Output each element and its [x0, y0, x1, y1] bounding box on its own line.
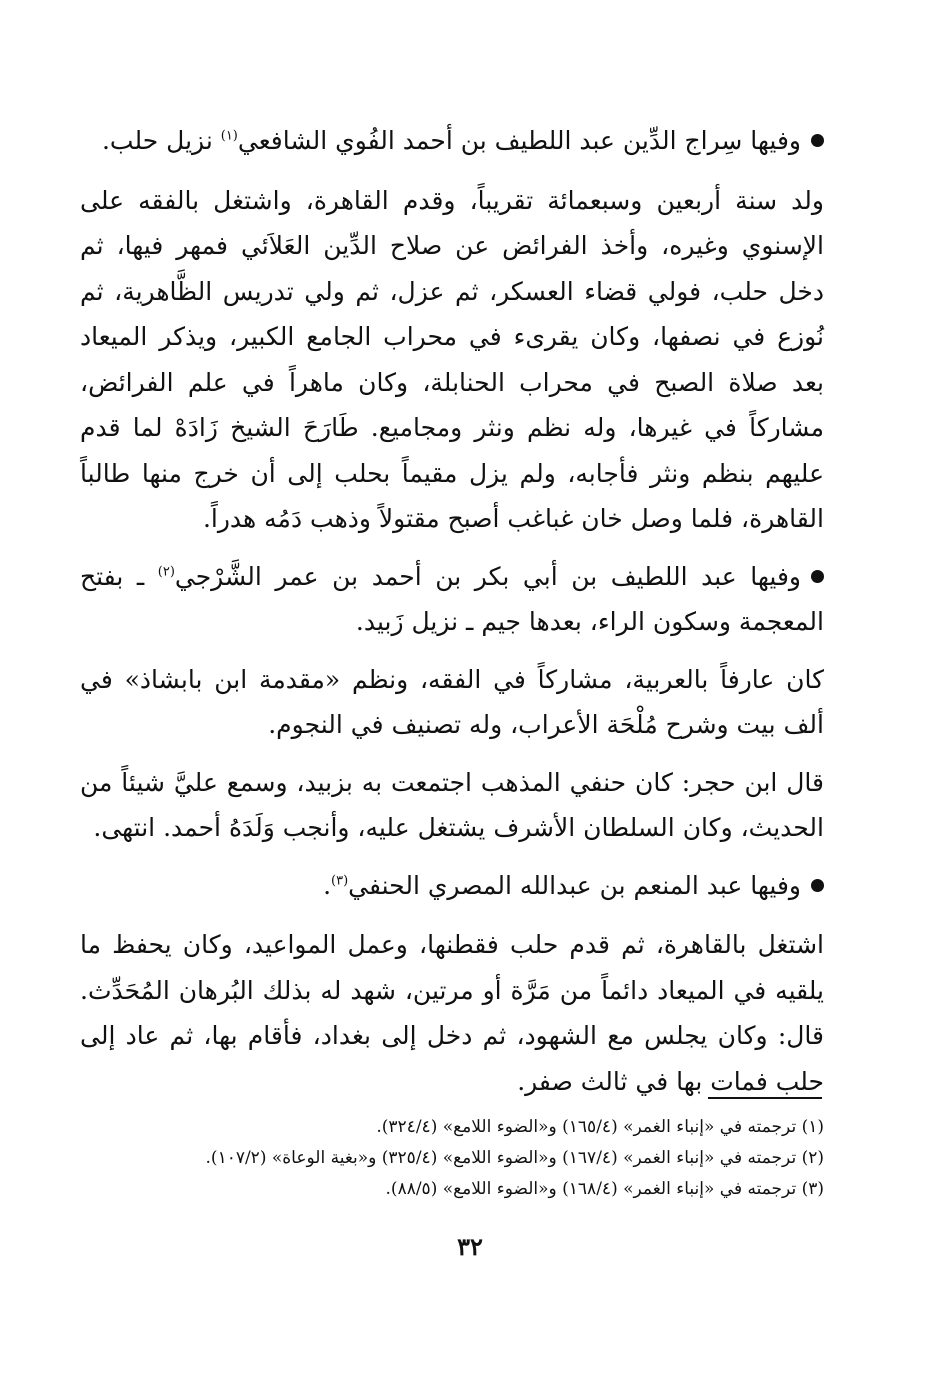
bullet-icon: [811, 570, 824, 583]
footnotes: [80, 1112, 824, 1205]
entry-paragraph: كان عارفاً بالعربية، مشاركاً في الفقه، ونظم «مقدمة ابن بابشاذ» في ألف بيت وشرح مُلْحَة الأعراب، وله تصنيف في النجوم.: [80, 664, 824, 739]
entry-heading: [80, 554, 824, 645]
entry-title-tail: نزيل حلب.: [101, 126, 221, 155]
entry-title-tail: .: [323, 870, 332, 900]
entry-heading: [80, 118, 824, 164]
entry-title: وفيها سِراج الدِّين عبد اللطيف بن أحمد الفُوي الشافعي: [237, 126, 801, 155]
entry-paragraph: ولد سنة أربعين وسبعمائة تقريباً، وقدم القاهرة، واشتغل بالفقه على الإسنوي وغيره، وأخذ الفرائض عن صلاح الدِّين العَلاَئي فمهر فيها، ثم دخل حلب، فولي قضاء العسكر، ثم عزل، ثم ولي تدريس الظَّاهرية، ثم نُوزع في نصفها، وكان يقرىء في محراب الجامع الكبير، ويذكر الميعاد بعد صلاة الصبح في محراب الحنابلة، وكان ماهراً في علم الفرائض، مشاركاً في غيرها، وله نظم ونثر ومجاميع. طَارَحَ الشيخ زَادَهْ لما قدم عليهم بنظم ونثر فأجابه، ولم يزل مقيماً بحلب إلى أن خرج منها طالباً القاهرة، فلما وصل خان غباغب أصبح مقتولاً وذهب دَمُه هدراً.: [80, 185, 824, 533]
footnote-ref: (١): [220, 128, 238, 144]
bullet-icon: [811, 879, 824, 892]
entry-paragraph: قال ابن حجر: كان حنفي المذهب اجتمعت به بزبيد، وسمع عليَّ شيئاً من الحديث، وكان السلطان الأشرف يشتغل عليه، وأنجب وَلَدَهُ أحمد. انتهى.: [80, 767, 824, 842]
entry-heading: [80, 863, 824, 909]
footnote: (١) ترجمته في «إنباء الغمر» (١٦٥/٤) و«الضوء اللامع» (٣٢٤/٤).: [376, 1117, 824, 1137]
entry-title-tail: ـ بفتح المعجمة وسكون الراء، بعدها جيم ـ نزيل زَبيد.: [80, 561, 824, 636]
entry-title: وفيها عبد المنعم بن عبدالله المصري الحنفي: [348, 870, 801, 900]
entry-title: وفيها عبد اللطيف بن أبي بكر بن أحمد بن عمر الشَّرْجي: [174, 561, 801, 591]
footnote: (٣) ترجمته في «إنباء الغمر» (١٦٨/٤) و«الضوء اللامع» (٨٨/٥).: [385, 1179, 824, 1199]
footnote-ref: (٣): [331, 873, 349, 889]
entry-paragraph: اشتغل بالقاهرة، ثم قدم حلب فقطنها، وعمل المواعيد، وكان يحفظ ما يلقيه في الميعاد دائماً من مَرَّة أو مرتين، شهد له بذلك البُرهان المُحَدِّث. قال: وكان يجلس مع الشهود، ثم دخل إلى بغداد، فأقام بها، ثم عاد إلى حلب فمات بها في ثالث صفر.: [80, 930, 824, 1096]
footnote-ref: (٢): [157, 564, 175, 580]
footnote-divider: [708, 1097, 822, 1099]
bullet-icon: [811, 134, 824, 147]
page-number: ٣٢: [457, 1232, 483, 1261]
page-body: [80, 118, 824, 1104]
footnote: (٢) ترجمته في «إنباء الغمر» (١٦٧/٤) و«الضوء اللامع» (٣٢٥/٤) و«بغية الوعاة» (١٠٧/٢).: [205, 1148, 824, 1168]
